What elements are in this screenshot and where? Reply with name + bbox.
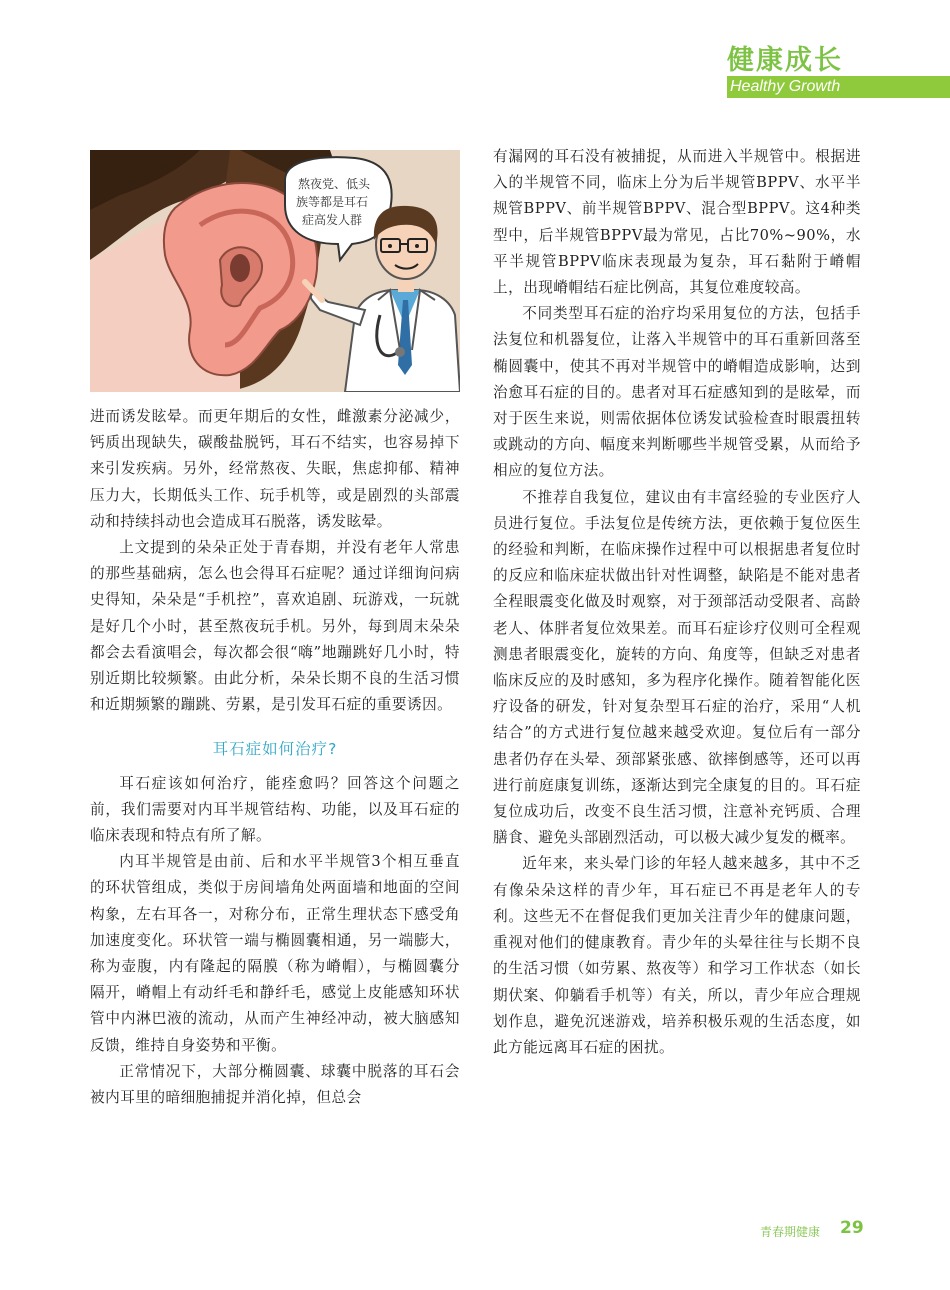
bubble-line-1: 熬夜党、低头 xyxy=(298,177,371,191)
subheading: 耳石症如何治疗? xyxy=(212,740,338,759)
illustration xyxy=(90,150,460,392)
right-column xyxy=(493,144,861,1061)
paragraph: 内耳半规管是由前、后和水平半规管3个相互垂直的环状管组成，类似于房间墙角处两面墙和地面的空间构象，左右耳各一，对称分布，正常生理状态下感受角加速度变化。环状管一端与椭圆囊相通，另一端膨大，称为壶腹，内有隆起的隔膜（称为嵴帽），与椭圆囊分隔开，嵴帽上有动纤毛和静纤毛，感觉上皮能感知环状管中内淋巴液的流动，从而产生神经冲动，被大脑感知反馈，维持自身姿势和平衡。 xyxy=(90,853,460,1054)
magazine-name: 青春期健康 xyxy=(760,1225,821,1239)
page-number: 29 xyxy=(840,1218,864,1238)
bubble-line-3: 症高发人群 xyxy=(302,213,363,227)
paragraph: 不同类型耳石症的治疗均采用复位的方法，包括手法复位和机器复位，让落入半规管中的耳石重新回落至椭圆囊中，使其不再对半规管中的嵴帽造成影响，达到治愈耳石症的目的。患者对耳石症感知到的是眩晕，而对于医生来说，则需依据体位诱发试验检查时眼震扭转或跳动的方向、幅度来判断哪些半规管受累，从而给予相应的复位方法。 xyxy=(493,305,861,480)
section-subtitle: Healthy Growth xyxy=(727,76,950,98)
paragraph: 进而诱发眩晕。而更年期后的女性，雌激素分泌减少，钙质出现缺失，碳酸盐脱钙，耳石不结实，也容易掉下来引发疾病。另外，经常熬夜、失眠，焦虑抑郁、精神压力大，长期低头工作、玩手机等，或是剧烈的头部震动和持续抖动也会造成耳石脱落，诱发眩晕。 xyxy=(90,408,460,530)
bubble-line-2: 族等都是耳石 xyxy=(296,195,369,209)
paragraph: 不推荐自我复位，建议由有丰富经验的专业医疗人员进行复位。手法复位是传统方法，更依赖于复位医生的经验和判断，在临床操作过程中可以根据患者复位时的反应和临床症状做出针对性调整，缺陷是不能对患者全程眼震变化做及时观察，对于颈部活动受限者、高龄老人、体胖者复位效果差。而耳石症诊疗仪则可全程观测患者眼震变化，旋转的方向、角度等，但缺乏对患者临床反应的及时感知，多为程序化操作。随着智能化医疗设备的研发，针对复杂型耳石症的治疗，采用“人机结合”的方式进行复位越来越受欢迎。复位后有一部分患者仍存在头晕、颈部紧张感、欲摔倒感等，还可以再进行前庭康复训练，逐渐达到完全康复的目的。耳石症复位成功后，改变不良生活习惯，注意补充钙质、合理膳食、避免头部剧烈活动，可以极大减少复发的概率。 xyxy=(493,488,861,847)
paragraph: 正常情况下，大部分椭圆囊、球囊中脱落的耳石会被内耳里的暗细胞捕捉并消化掉，但总会 xyxy=(90,1062,460,1107)
ear-doctor-cartoon xyxy=(90,150,460,392)
paragraph: 有漏网的耳石没有被捕捉，从而进入半规管中。根据进入的半规管不同，临床上分为后半规管BPPV、水平半规管BPPV、前半规管BPPV、混合型BPPV。这4种类型中，后半规管BPPV最为常见，占比70%~90%，水平半规管BPPV临床表现最为复杂，耳石黏附于嵴帽上，出现嵴帽结石症比例高，其复位难度较高。 xyxy=(493,148,861,297)
section-title: 健康成长 xyxy=(727,45,843,76)
paragraph: 耳石症该如何治疗，能痊愈吗？回答这个问题之前，我们需要对内耳半规管结构、功能，以及耳石症的临床表现和特点有所了解。 xyxy=(90,774,460,845)
paragraph: 近年来，来头晕门诊的年轻人越来越多，其中不乏有像朵朵这样的青少年，耳石症已不再是老年人的专利。这些无不在督促我们更加关注青少年的健康问题，重视对他们的健康教育。青少年的头晕往往与长期不良的生活习惯（如劳累、熬夜等）和学习工作状态（如长期伏案、仰躺看手机等）有关，所以，青少年应合理规划作息，避免沉迷游戏，培养积极乐观的生活态度，如此方能远离耳石症的困扰。 xyxy=(493,855,861,1056)
left-column xyxy=(90,404,460,1111)
paragraph: 上文提到的朵朵正处于青春期，并没有老年人常患的那些基础病，怎么也会得耳石症呢？通过详细询问病史得知，朵朵是“手机控”，喜欢追剧、玩游戏，一玩就是好几个小时，甚至熬夜玩手机。另外，每到周末朵朵都会去看演唱会，每次都会很“嗨”地蹦跳好几小时，特别近期比较频繁。由此分析，朵朵长期不良的生活习惯和近期频繁的蹦跳、劳累，是引发耳石症的重要诱因。 xyxy=(90,539,460,714)
